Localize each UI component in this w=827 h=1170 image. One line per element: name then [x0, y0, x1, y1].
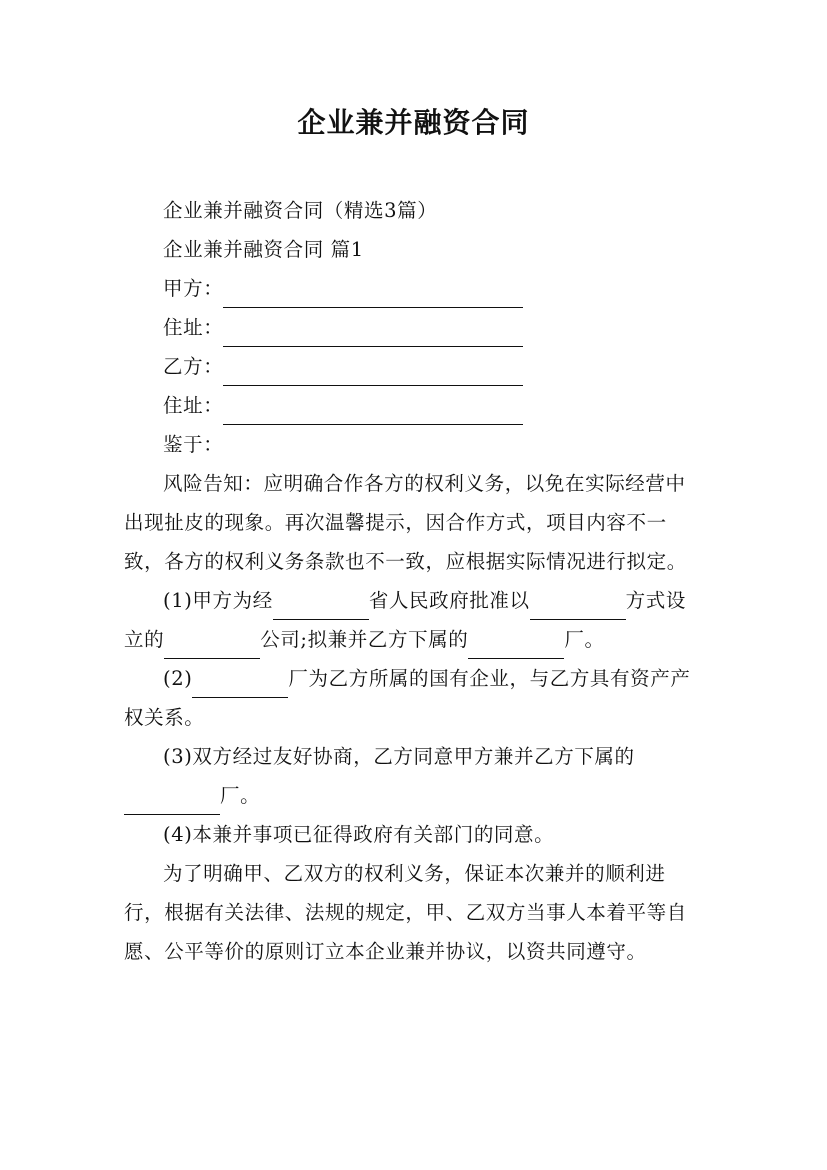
clause-4: (4)本兼并事项已征得政府有关部门的同意。: [163, 823, 555, 846]
party-b-blank: [223, 358, 523, 386]
party-b-line: [124, 347, 704, 386]
address-a-label: 住址：: [163, 316, 224, 339]
clause-1-text-d: 公司;拟兼并乙方下属的: [260, 628, 469, 651]
party-a-label: 甲方：: [163, 277, 224, 300]
subtitle: 企业兼并融资合同（精选3篇）: [163, 199, 438, 222]
address-a-blank: [223, 319, 523, 347]
clause-1: [124, 581, 704, 659]
party-a-line: [124, 269, 704, 308]
clause-1-text-e: 厂。: [564, 628, 605, 651]
clause-1-text-a: (1)甲方为经: [163, 589, 273, 612]
clause-1-blank-1: [273, 592, 369, 620]
address-b-blank: [223, 397, 523, 425]
clause-3-blank: [124, 787, 220, 815]
clause-1-blank-2: [530, 592, 626, 620]
document-title: 企业兼并融资合同: [297, 106, 530, 139]
address-b-label: 住址：: [163, 394, 224, 417]
clause-2-text-b: 厂为乙方所属的国有企业，与乙方具有资产产权关系。: [124, 667, 691, 729]
whereas-label: 鉴于：: [163, 433, 224, 456]
clause-3-text-a: (3)双方经过友好协商，乙方同意甲方兼并乙方下属的: [163, 745, 635, 768]
risk-notice: 风险告知：应明确合作各方的权利义务，以免在实际经营中出现扯皮的现象。再次温馨提示，因合作方式，项目内容不一致，各方的权利义务条款也不一致，应根据实际情况进行拟定。: [124, 472, 687, 573]
address-a-line: [124, 308, 704, 347]
address-b-line: [124, 386, 704, 425]
clause-3-text-b: 厂。: [220, 784, 261, 807]
clause-1-text-c: 方式设立的: [124, 589, 686, 651]
clause-1-text-b: 省人民政府批准以: [368, 589, 530, 612]
party-b-label: 乙方：: [163, 355, 224, 378]
clause-1-blank-4: [468, 631, 564, 659]
clause-2-text-a: (2): [163, 667, 193, 690]
document-body: [124, 191, 704, 971]
clause-1-blank-3: [164, 631, 260, 659]
clause-2-blank: [192, 670, 288, 698]
clause-3: [124, 737, 704, 815]
section-heading: 企业兼并融资合同 篇1: [163, 238, 364, 261]
clause-2: [124, 659, 704, 737]
party-a-blank: [223, 280, 523, 308]
purpose-paragraph: 为了明确甲、乙双方的权利义务，保证本次兼并的顺利进行，根据有关法律、法规的规定，甲、乙双方当事人本着平等自愿、公平等价的原则订立本企业兼并协议，以资共同遵守。: [124, 862, 687, 963]
